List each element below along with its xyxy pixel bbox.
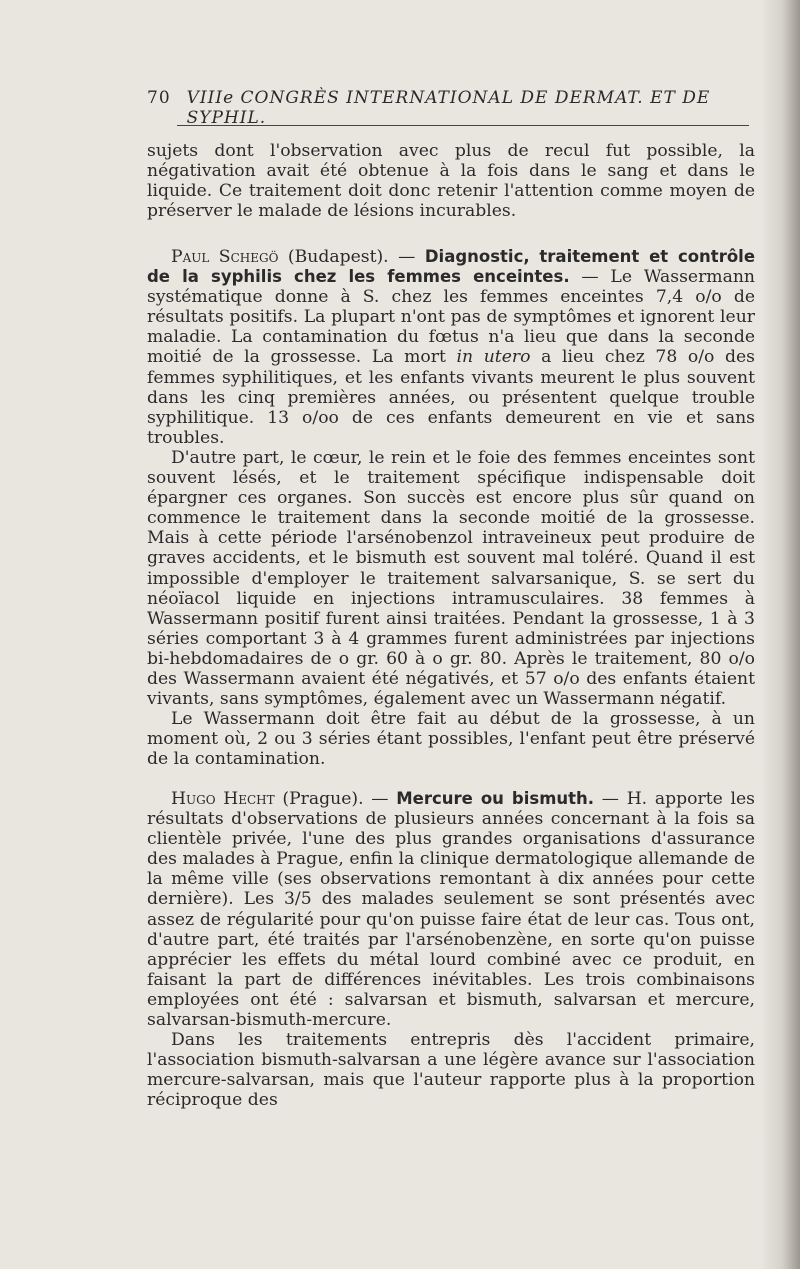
dash: — [398, 247, 416, 267]
body-text: a lieu chez 78 o/o des femmes syphilitiques, et les enfants vivants meurent le plus souvent dans les cinq premières années, ou présentent quelque trouble syphilitique. 13 o/oo de ces enfants demeurent en vie et sans troubles. [147, 347, 756, 448]
dash: — [371, 789, 389, 809]
page-number: 70 [147, 88, 171, 108]
author-name: Paul Schegö [171, 247, 279, 267]
abstract-title: Mercure ou bismuth. [396, 789, 595, 808]
paragraph [147, 247, 755, 448]
body-text: — H. apporte les résultats d'observations de plusieurs années concernant à la fois sa clientèle privée, l'une des plus grandes organisations d'assurance des malades à Prague, enfin la clinique dermatologique allemande de la même ville (ses observations remontant à dix années pour cette dernière). Les 3/5 des malades seulement se sont présentés avec assez de régularité pour qu'on puisse faire état de leur cas. Tous ont, d'autre part, été traités par l'arsénobenzène, en sorte qu'on puisse apprécier les effets du métal lourd combiné avec ce produit, en faisant la part de différences inévitables. Les trois combinaisons employées ont été : salvarsan et bismuth, salvarsan et mercure, salvarsan-bismuth-mercure. [147, 789, 755, 1031]
body-text: — Le Wassermann systématique donne à S. chez les femmes enceintes 7,4 o/o de résultats positifs. La plupart n'ont pas de symptômes et ignorent leur maladie. La contamination du fœtus n'a lieu que dans la seconde moitié de la grossesse. La mort [147, 267, 755, 368]
header-title: VIIIe CONGRÈS INTERNATIONAL DE DERMAT. ET DE SYPHIL. [186, 88, 711, 128]
italic-term: in utero [456, 347, 531, 368]
paragraph: D'autre part, le cœur, le rein et le foie des femmes enceintes sont souvent lésés, et le traitement spécifique indispensable doit épargner ces organes. Son succès est encore plus sûr quand on commence le traitement dans la seconde moitié de la grossesse. Mais à cette période l'arsénobenzol intraveineux peut produire de graves accidents, et le bismuth est souvent mal toléré. Quand il est impossible d'employer le traitement salvarsanique, S. se sert du néoïacol liquide en injections intramusculaires. 38 femmes à Wassermann positif furent ainsi traitées. Pendant la grossesse, 1 à 3 séries comportant 3 à 4 grammes furent administrées par injections bi-hebdomadaires de o gr. 60 à o gr. 80. Après le traitement, 80 o/o des Wassermann avaient été négativés, et 57 o/o des enfants étaient vivants, sans symptômes, également avec un Wassermann négatif. [147, 447, 755, 710]
paragraph: Le Wassermann doit être fait au début de la grossesse, à un moment où, 2 ou 3 séries étant possibles, l'enfant peut être préservé de la contamination. [147, 709, 755, 770]
paragraph: sujets dont l'observation avec plus de recul fut possible, la négativation avait été obtenue à la fois dans le sang et dans le liquide. Ce traitement doit donc retenir l'attention comme moyen de préserver le malade de lésions incurables. [147, 141, 755, 222]
author-place: (Budapest). [287, 247, 389, 267]
page-edge-shadow [760, 0, 800, 1269]
running-header [147, 88, 755, 128]
paragraph [147, 789, 755, 1030]
author-name: Hugo Hecht [171, 789, 275, 809]
header-rule [177, 125, 749, 126]
continuation-block [147, 141, 755, 221]
abstract-hecht [147, 789, 755, 1111]
abstract-title: Diagnostic, traitement et contrôle de la syphilis chez les femmes enceintes. [147, 247, 756, 287]
page-content [147, 0, 755, 1269]
author-place: (Prague). [282, 789, 364, 809]
abstract-schego [147, 247, 755, 769]
paragraph: Dans les traitements entrepris dès l'accident primaire, l'association bismuth-salvarsan a une légère avance sur l'association mercure-salvarsan, mais que l'auteur rapporte plus à la proportion réciproque des [147, 1030, 755, 1111]
